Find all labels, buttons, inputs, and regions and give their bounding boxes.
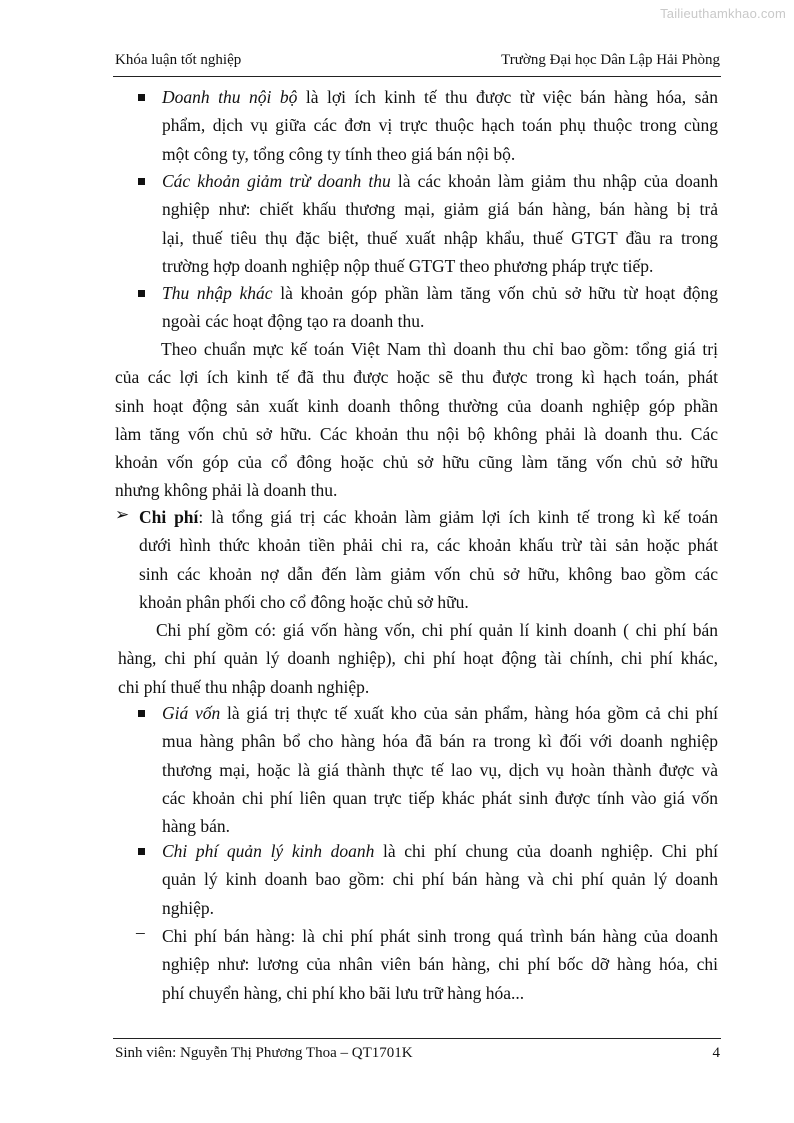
text: là khoản góp phần làm tăng vốn chủ sở hữu từ hoạt động (272, 283, 718, 303)
dash-item-chi-phi-ban-hang (162, 922, 718, 1007)
text: các khoản chi phí liên quan trực tiếp khác phát sinh được tính vào giá vốn (162, 787, 718, 808)
arrow-bullet-icon: ➢ (115, 505, 130, 525)
text: sinh các khoản nợ dẫn đến làm giảm vốn chủ sở hữu, không bao gồm các (139, 563, 718, 584)
text: hàng bán. (162, 816, 231, 837)
term: Thu nhập khác (162, 283, 273, 303)
bullet-chi-phi-quan-ly (162, 837, 718, 922)
text: trường hợp doanh nghiệp nộp thuế GTGT theo phương pháp trực tiếp. (162, 255, 654, 276)
text: khoản phân phối cho cổ đông hoặc chủ sở hữu. (139, 591, 469, 612)
text: dưới hình thức khoản tiền phải chi ra, các khoản khấu trừ tài sản hoặc phát (139, 535, 718, 556)
square-bullet-icon (138, 710, 145, 717)
bullet-doanh-thu-noi-bo (162, 83, 718, 168)
footer-rule (113, 1038, 721, 1039)
paragraph-doanh-thu-chuan-muc (115, 335, 718, 505)
header-right: Trường Đại học Dân Lập Hải Phòng (501, 52, 720, 68)
header-rule (113, 76, 721, 77)
dash-bullet: – (136, 922, 145, 942)
square-bullet-icon (138, 94, 145, 101)
text: phí chuyển hàng, chi phí kho bãi lưu trữ hàng hóa... (162, 982, 525, 1003)
text: là giá trị thực tế xuất kho của sản phẩm, hàng hóa gồm cả chi phí (220, 703, 718, 723)
arrow-item-chi-phi (139, 503, 718, 616)
square-bullet-icon (138, 178, 145, 185)
text: Chi phí gồm có: giá vốn hàng vốn, chi phí quản lí kinh doanh ( chi phí bán (156, 620, 718, 640)
text: một công ty, tổng công ty tính theo giá bán nội bộ. (162, 143, 516, 164)
page-footer (115, 1042, 720, 1066)
text: làm tăng vốn chủ sở hữu. Các khoản thu nội bộ không phải là doanh thu. Các (115, 423, 718, 444)
bullet-thu-nhap-khac (162, 279, 718, 336)
text: ngoài các hoạt động tạo ra doanh thu. (162, 311, 425, 332)
text: thương mại, hoặc là giá thành thực tế lao vụ, dịch vụ hoàn thành được và (162, 759, 718, 780)
term: Doanh thu nội bộ (162, 87, 298, 107)
watermark: Tailieuthamkhao.com (660, 6, 786, 21)
text: chi phí thuế thu nhập doanh nghiệp. (118, 676, 370, 697)
text: : là tổng giá trị các khoản làm giảm lợi ích kinh tế trong kì kế toán (198, 507, 718, 527)
text: nghiệp như: chiết khấu thương mại, giảm giá bán hàng, bán hàng bị trả (162, 199, 718, 220)
text: nghiệp như: lương của nhân viên bán hàng, chi phí bốc dỡ hàng hóa, chi (162, 954, 718, 975)
text: là các khoản làm giảm thu nhập của doanh (390, 171, 718, 191)
text: của các lợi ích kinh tế đã thu được hoặc sẽ thu được trong kì hạch toán, phát (115, 367, 718, 388)
text: là lợi ích kinh tế thu được từ việc bán hàng hóa, sản (297, 87, 718, 107)
text: khoản vốn góp của cổ đông hoặc chủ sở hữu cũng làm tăng vốn chủ sở hữu (115, 452, 718, 473)
text: nhưng không phải là doanh thu. (115, 480, 338, 501)
paragraph-chi-phi-gom-co (118, 616, 718, 701)
header-left: Khóa luận tốt nghiệp (115, 52, 242, 68)
text: lại, thuế tiêu thụ đặc biệt, thuế xuất nhập khẩu, thuế GTGT đầu ra trong (162, 227, 718, 248)
bullet-gia-von (162, 699, 718, 840)
text: Theo chuẩn mực kế toán Việt Nam thì doanh thu chỉ bao gồm: tổng giá trị (161, 339, 718, 359)
text: mua hàng phân bổ cho hàng hóa đã bán ra trong kì đối với doanh nghiệp (162, 731, 718, 752)
term: Chi phí quản lý kinh doanh (162, 841, 375, 861)
text: sinh hoạt động sản xuất kinh doanh thông thường của doanh nghiệp góp phần (115, 395, 718, 416)
square-bullet-icon (138, 290, 145, 297)
page-header (115, 48, 720, 72)
text: nghiệp. (162, 897, 215, 918)
square-bullet-icon (138, 848, 145, 855)
term: Chi phí (139, 507, 199, 527)
text: là chi phí chung của doanh nghiệp. Chi phí (374, 841, 719, 861)
text: Chi phí bán hàng: là chi phí phát sinh trong quá trình bán hàng của doanh (162, 926, 718, 946)
page-number: 4 (712, 1045, 720, 1061)
footer-student: Sinh viên: Nguyễn Thị Phương Thoa – QT1701K (115, 1045, 413, 1061)
term: Các khoản giảm trừ doanh thu (162, 171, 391, 191)
term: Giá vốn (162, 703, 221, 723)
bullet-giam-tru-doanh-thu (162, 167, 718, 280)
text: phẩm, dịch vụ giữa các đơn vị trực thuộc hạch toán phụ thuộc trong cùng (162, 115, 718, 136)
text: quản lý kinh doanh bao gồm: chi phí bán hàng và chi phí quản lý doanh (162, 869, 718, 890)
text: hàng, chi phí quản lý doanh nghiệp), chi phí hoạt động tài chính, chi phí khác, (118, 648, 718, 669)
